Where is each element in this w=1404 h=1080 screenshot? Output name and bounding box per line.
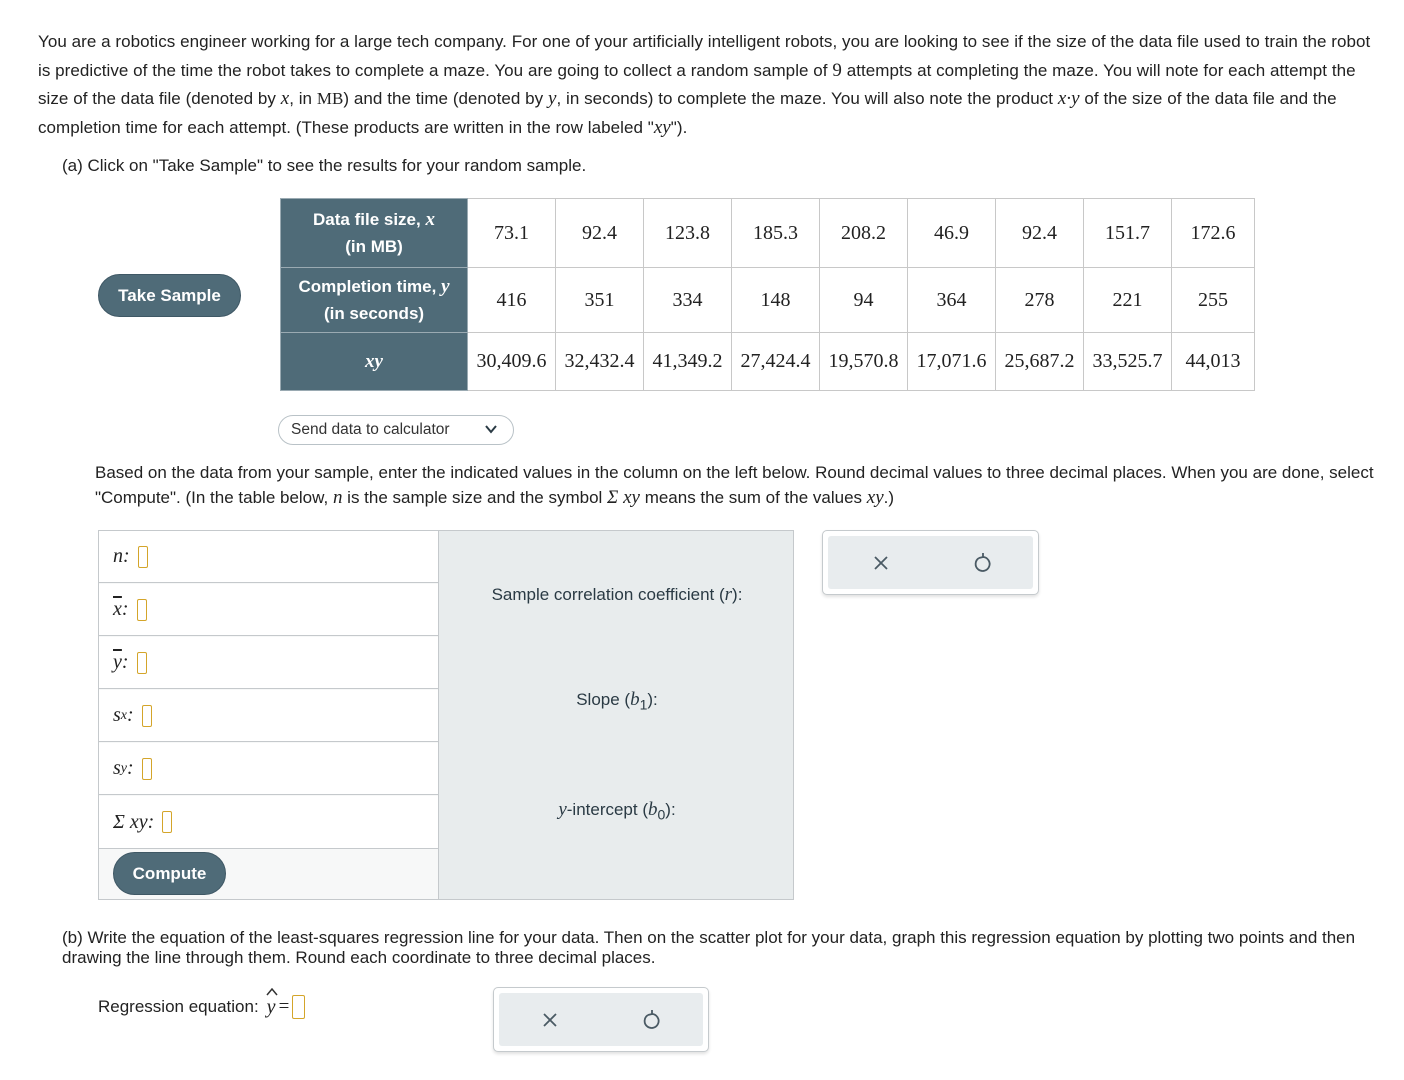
sumxy-input[interactable]	[162, 811, 172, 833]
cell-x: 172.6	[1172, 199, 1255, 268]
sx-label: s	[113, 704, 121, 726]
cell-xy: 44,013	[1172, 333, 1255, 391]
compute-instructions: Based on the data from your sample, enter the indicated values in the column on the left below. Round decimal values to three decimal places. When you are done, select "Compute". (In the table below, n is the sample size and the symbol Σ xy means the sum of the values xy.)	[95, 463, 1374, 508]
cell-x: 185.3	[732, 199, 820, 268]
sy-subscript: y	[120, 760, 128, 776]
sy-label: s	[113, 757, 121, 779]
sy-colon: :	[127, 757, 134, 779]
regression-equation-input[interactable]	[292, 995, 305, 1019]
xbar-colon: :	[121, 598, 129, 620]
slope-label: Slope $(b_1)$:	[576, 689, 658, 713]
ybar-row	[99, 637, 438, 689]
cell-y: 94	[820, 268, 908, 333]
table-row-y	[281, 268, 1255, 333]
y-hat-symbol: y	[267, 996, 276, 1019]
cell-y: 364	[908, 268, 996, 333]
xbar-input[interactable]	[137, 599, 147, 621]
sx-row	[99, 690, 438, 742]
sy-input[interactable]	[142, 758, 152, 780]
cell-xy: 30,409.6	[468, 333, 556, 391]
part-b-instruction: (b) Write the equation of the least-squares regression line for your data. Then on the scatter plot for your data, graph this regression equation by plotting two points and then drawing the line through them. Round each coordinate to three decimal places.	[62, 928, 1356, 967]
n-label: n:	[113, 545, 130, 567]
ybar-input[interactable]	[137, 652, 147, 674]
regression-equation-row	[98, 995, 305, 1019]
sx-subscript: x	[120, 707, 128, 723]
cell-xy: 33,525.7	[1084, 333, 1172, 391]
row-header-xy: xy	[281, 333, 468, 391]
cell-y: 221	[1084, 268, 1172, 333]
table-row-xy	[281, 333, 1255, 391]
xbar-row	[99, 584, 438, 636]
sx-colon: :	[127, 704, 134, 726]
equals-sign: =	[278, 996, 290, 1017]
n-input[interactable]	[138, 546, 148, 568]
hat-icon	[266, 988, 278, 996]
cell-y: 351	[556, 268, 644, 333]
sumxy-row	[99, 796, 438, 849]
row-header-y: Completion time, y (in seconds)	[281, 268, 468, 333]
regression-label: Regression equation:	[98, 997, 259, 1016]
results-panel	[438, 530, 794, 900]
sy-row	[99, 743, 438, 795]
undo-icon[interactable]	[642, 1009, 662, 1031]
cell-y: 416	[468, 268, 556, 333]
sample-data-table	[280, 198, 1255, 391]
sx-input[interactable]	[142, 705, 152, 727]
sumxy-label: Σ xy:	[113, 810, 155, 833]
cell-y: 255	[1172, 268, 1255, 333]
cell-x: 73.1	[468, 199, 556, 268]
undo-icon[interactable]	[973, 552, 993, 574]
take-sample-button[interactable]	[98, 274, 241, 317]
send-data-label: Send data to calculator	[291, 421, 450, 438]
cell-x: 123.8	[644, 199, 732, 268]
input-panel	[98, 530, 439, 900]
take-sample-label: Take Sample	[118, 285, 221, 305]
cell-y: 148	[732, 268, 820, 333]
cell-x: 92.4	[556, 199, 644, 268]
cell-xy: 25,687.2	[996, 333, 1084, 391]
compute-label: Compute	[132, 863, 207, 883]
xbar-label: $\overline{x}$	[113, 598, 122, 620]
x-icon[interactable]	[541, 1011, 559, 1029]
ybar-colon: :	[121, 651, 129, 673]
send-data-to-calculator-dropdown[interactable]	[278, 415, 514, 445]
part-a-instruction: (a) Click on "Take Sample" to see the results for your random sample.	[62, 156, 587, 175]
n-row	[99, 531, 438, 583]
compute-button[interactable]	[113, 852, 226, 895]
cell-x: 46.9	[908, 199, 996, 268]
cell-x: 208.2	[820, 199, 908, 268]
correlation-label: Sample correlation coefficient (r):	[491, 584, 743, 605]
x-icon[interactable]	[872, 554, 890, 572]
cell-y: 278	[996, 268, 1084, 333]
cell-xy: 17,071.6	[908, 333, 996, 391]
cell-xy: 27,424.4	[732, 333, 820, 391]
table-row-x	[281, 199, 1255, 268]
cell-xy: 41,349.2	[644, 333, 732, 391]
cell-xy: 32,432.4	[556, 333, 644, 391]
answer-toolbox	[822, 530, 1039, 595]
cell-xy: 19,570.8	[820, 333, 908, 391]
chevron-down-icon	[483, 421, 499, 437]
row-header-x: Data file size, x (in MB)	[281, 199, 468, 268]
cell-x: 92.4	[996, 199, 1084, 268]
ybar-label: $\overline{y}$	[113, 651, 122, 673]
y-intercept-label: y-intercept $(b_0)$:	[558, 799, 676, 823]
cell-x: 151.7	[1084, 199, 1172, 268]
regression-toolbox	[493, 987, 709, 1052]
problem-intro: You are a robotics engineer working for a large tech company. For one of your artificially intelligent robots, you are looking to see if the size of the data file used to train the robot is predictive of the time the robot takes to complete a maze. You are going to collect a random sample of 9 attempts at completing the maze. You will note for each attempt the size of the data file (denoted by x, in MB) and the time (denoted by y, in seconds) to complete the maze. You will also note the product x·y of the size of the data file and the completion time for each attempt. (These products are written in the row labeled "xy").	[38, 32, 1371, 138]
cell-y: 334	[644, 268, 732, 333]
